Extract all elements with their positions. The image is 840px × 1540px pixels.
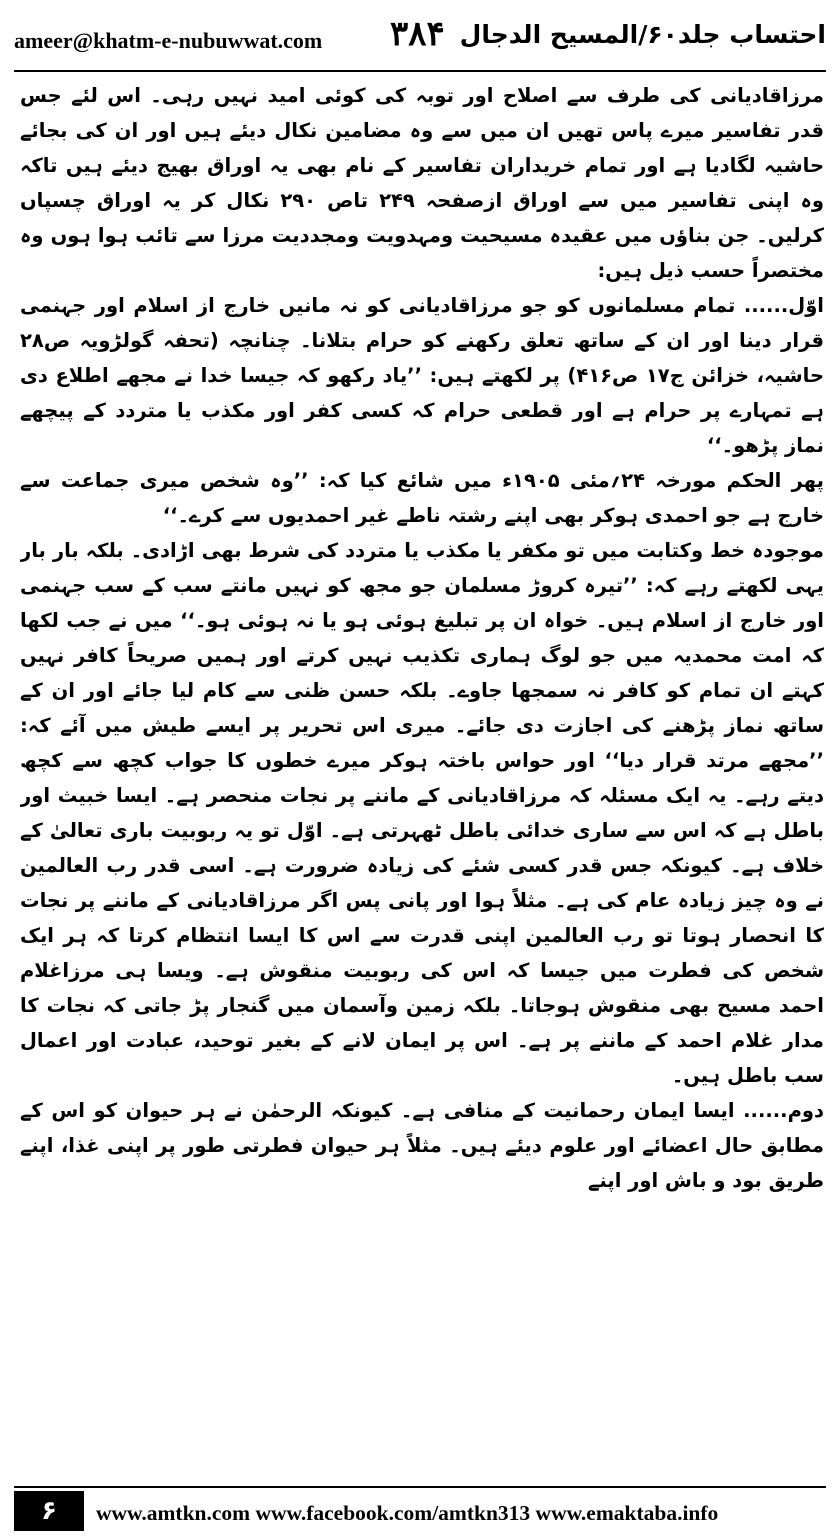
header-divider xyxy=(14,70,826,72)
page-body xyxy=(20,78,824,1458)
footer-divider xyxy=(14,1486,826,1488)
header-book-title: احتساب جلد۶۰/المسیح الدجال xyxy=(459,20,826,49)
header-email: ameer@khatm-e-nubuwwat.com xyxy=(14,28,323,53)
paragraph-5: دوم...... ایسا ایمان رحمانیت کے منافی ہے۔ کیونکہ الرحمٰن نے ہر حیوان کو اس کے مطابق حال اعضائے اور علوم دیئے ہیں۔ مثلاً ہر حیوان فطرتی طور پر اپنی غذا، اپنے طریق بود و باش اور اپنے xyxy=(20,1099,824,1192)
paragraph-2: اوّل...... تمام مسلمانوں کو جو مرزاقادیانی کو نہ مانیں خارج از اسلام اور جہنمی قرار دینا اور ان کے ساتھ تعلق رکھنے کو حرام بتلانا۔ چنانچہ (تحفہ گولڑویہ ص۲۸ حاشیہ، خزائن ج۱۷ ص۴۱۶) پر لکھتے ہیں: ’’یاد رکھو کہ جیسا خدا نے مجھے اطلاع دی ہے تمہارے پر حرام ہے اور قطعی حرام کہ کسی کفر اور مکذب یا متردد کے پیچھے نماز پڑھو۔‘‘ xyxy=(20,294,824,457)
header-page-number: ۳۸۴ xyxy=(390,14,445,54)
footer-page-number: ۶ xyxy=(14,1491,84,1531)
paragraph-3: پھر الحکم مورخہ ۲۴؍مئی ۱۹۰۵ء میں شائع کیا کہ: ’’وہ شخص میری جماعت سے خارج ہے جو احمدی ہوکر بھی اپنے رشتہ ناطے غیر احمدیوں سے کرے۔‘‘ xyxy=(20,469,824,527)
paragraph-1: مرزاقادیانی کی طرف سے اصلاح اور توبہ کی کوئی امید نہیں رہی۔ اس لئے جس قدر تفاسیر میرے پاس تھیں ان میں سے وہ مضامین نکال دیئے ہیں اور ان کی بجائے حاشیہ لگادیا ہے اور تمام خریداران تفاسیر کے نام بھی یہ اوراق بھیج دیئے ہیں تاکہ وہ اپنی تفاسیر میں سے اوراق ازصفحہ ۲۴۹ تاص ۲۹۰ نکال کر یہ اوراق چسپاں کرلیں۔ جن بناؤں میں عقیدہ مسیحیت ومہدویت ومجددیت مرزا سے تائب ہوا ہوں وہ مختصراً حسب ذیل ہیں: xyxy=(20,84,824,282)
footer-links: www.amtkn.com www.facebook.com/amtkn313 www.emaktaba.info xyxy=(96,1501,719,1525)
paragraph-4: موجودہ خط وکتابت میں تو مکفر یا مکذب یا متردد کی شرط بھی اڑادی۔ بلکہ بار بار یہی لکھتے رہے کہ: ’’تیرہ کروڑ مسلمان جو مجھ کو نہیں مانتے سب کے سب جہنمی اور خارج از اسلام ہیں۔ خواہ ان پر تبلیغ ہوئی ہو یا نہ ہوئی ہو۔‘‘ میں نے جب لکھا کہ امت محمدیہ میں جو لوگ ہماری تکذیب نہیں کرتے اور ہمیں صریحاً کافر نہیں کہتے ان تمام کو کافر نہ سمجھا جاوے۔ بلکہ حسن ظنی سے کام لیا جائے اور ان کے ساتھ نماز پڑھنے کی اجازت دی جائے۔ میری اس تحریر پر ایسے طیش میں آئے کہ: ’’مجھے مرتد قرار دیا‘‘ اور حواس باختہ ہوکر میرے خطوں کا جواب کچھ سے کچھ دیتے رہے۔ یہ ایک مسئلہ کہ مرزاقادیانی کے ماننے پر نجات منحصر ہے۔ ایسا خبیث اور باطل ہے کہ اس سے ساری خدائی باطل ٹھہرتی ہے۔ اوّل تو یہ ربوبیت باری تعالیٰ کے خلاف ہے۔ کیونکہ جس قدر کسی شئے کی زیادہ ضرورت ہے۔ اسی قدر رب العالمین نے وہ چیز زیادہ عام کی ہے۔ مثلاً ہوا اور پانی پس اگر مرزاقادیانی کے ماننے پر نجات کا انحصار ہوتا تو رب العالمین اپنی قدرت سے اس کا ایسا انتظام کرتا کہ ہر ایک شخص کی فطرت میں جیسا کہ اس کی ربوبیت منقوش ہے۔ ویسا ہی مرزاغلام احمد مسیح بھی منقوش ہوجاتا۔ بلکہ زمین وآسمان میں گنجار پڑ جاتی کہ نجات کا مدار غلام احمد کے ماننے پر ہے۔ اس پر ایمان لانے کے بغیر توحید، عبادت اور اعمال سب باطل ہیں۔ xyxy=(20,539,824,1087)
page-header xyxy=(14,10,826,72)
